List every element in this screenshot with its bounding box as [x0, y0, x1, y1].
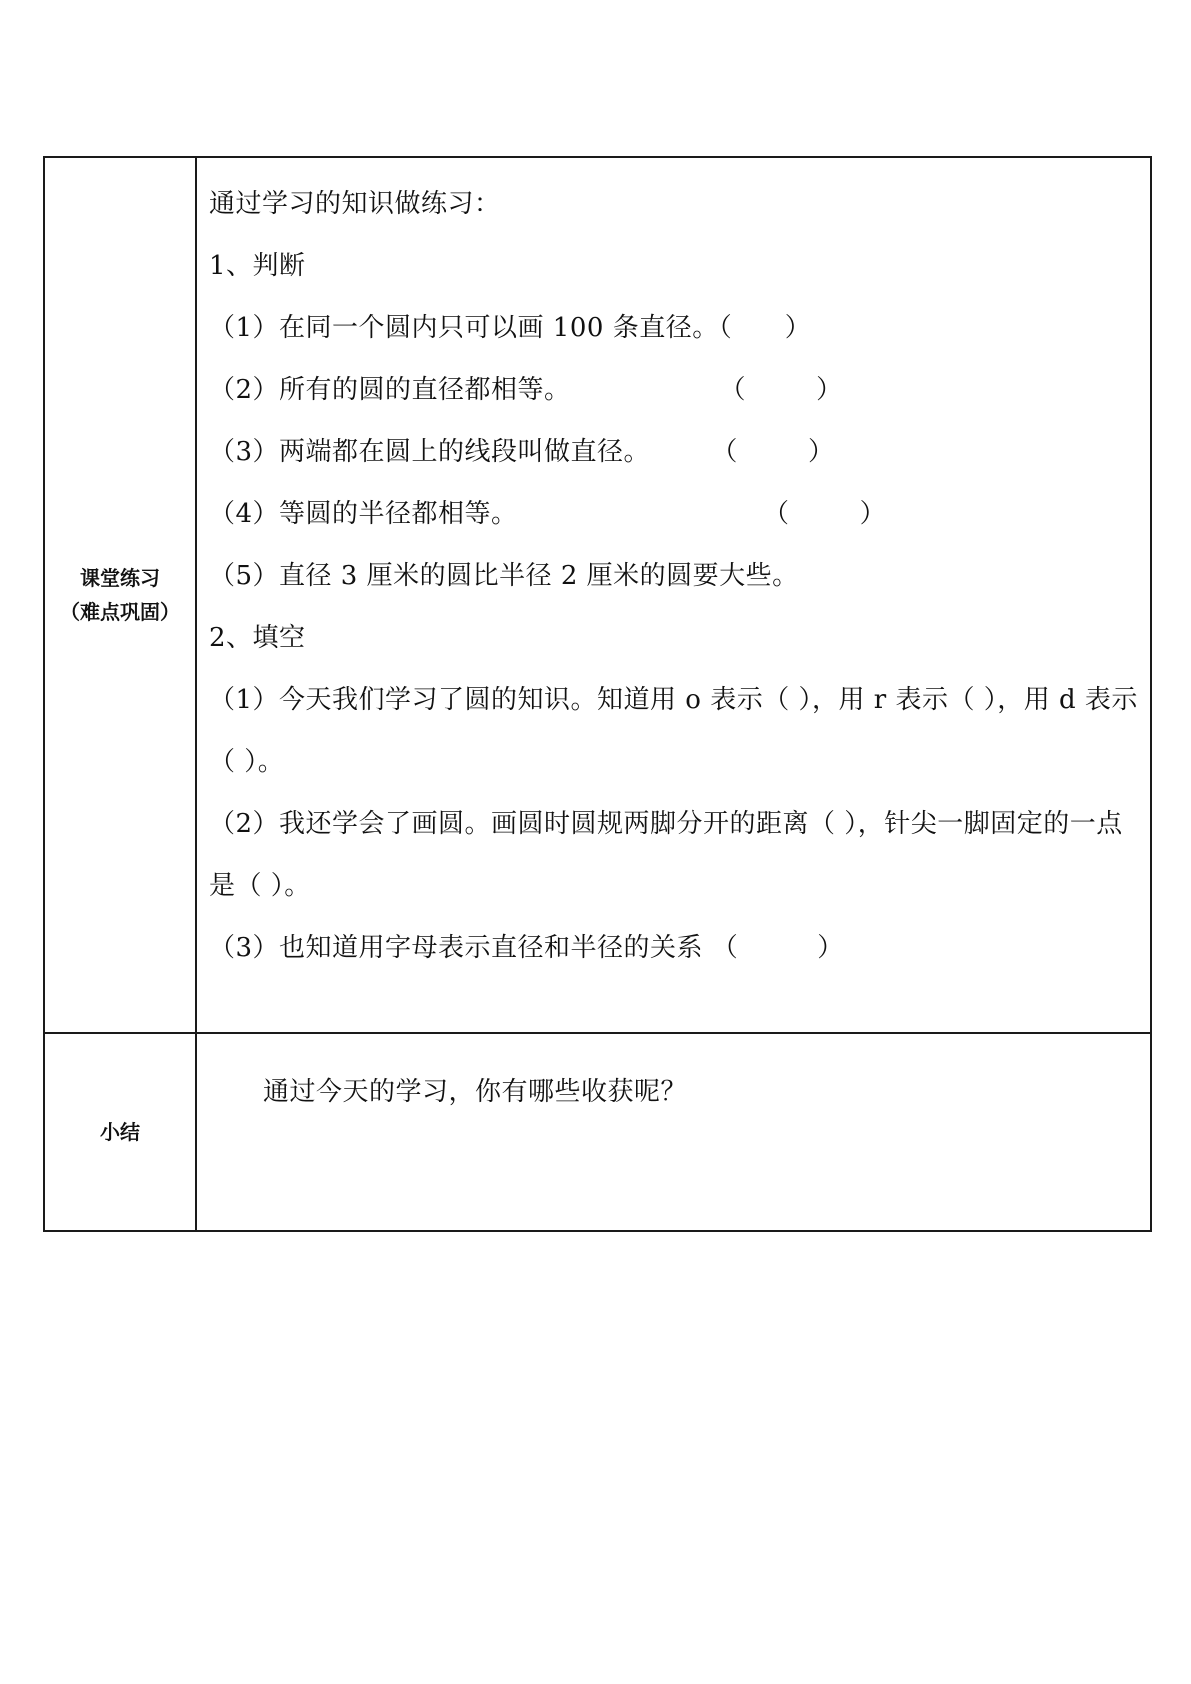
- summary-row: [44, 1033, 1151, 1231]
- fill-item-3: （3）也知道用字母表示直径和半径的关系 （ ）: [209, 933, 844, 963]
- practice-row: [44, 157, 1151, 1033]
- judge-item-4: （4）等圆的半径都相等。 （ ）: [209, 499, 887, 529]
- summary-content-cell: [196, 1033, 1151, 1231]
- fill-heading: 2、填空: [209, 623, 306, 653]
- practice-content-cell: [196, 157, 1151, 1033]
- summary-label: 小结: [100, 1120, 140, 1144]
- judge-item-1: （1）在同一个圆内只可以画 100 条直径。（ ）: [209, 313, 812, 343]
- judge-heading: 1、判断: [209, 251, 306, 281]
- practice-label-cell: [44, 157, 196, 1033]
- worksheet-table: [43, 156, 1152, 1232]
- practice-sublabel: （难点巩固）: [60, 600, 180, 624]
- judge-item-5: （5）直径 3 厘米的圆比半径 2 厘米的圆要大些。: [209, 561, 799, 591]
- practice-intro: 通过学习的知识做练习：: [209, 189, 501, 219]
- fill-item-1: （1）今天我们学习了圆的知识。知道用 o 表示（ ），用 r 表示（ ），用 d 表示（ ）。: [209, 685, 1138, 777]
- judge-item-2: （2）所有的圆的直径都相等。 （ ）: [209, 375, 843, 405]
- judge-item-3: （3）两端都在圆上的线段叫做直径。 （ ）: [209, 437, 835, 467]
- summary-prompt: 通过今天的学习，你有哪些收获呢？: [263, 1077, 688, 1107]
- practice-label: 课堂练习: [80, 566, 160, 590]
- fill-item-2: （2）我还学会了画圆。画圆时圆规两脚分开的距离（ ），针尖一脚固定的一点是（ ）。: [209, 809, 1123, 901]
- summary-label-cell: [44, 1033, 196, 1231]
